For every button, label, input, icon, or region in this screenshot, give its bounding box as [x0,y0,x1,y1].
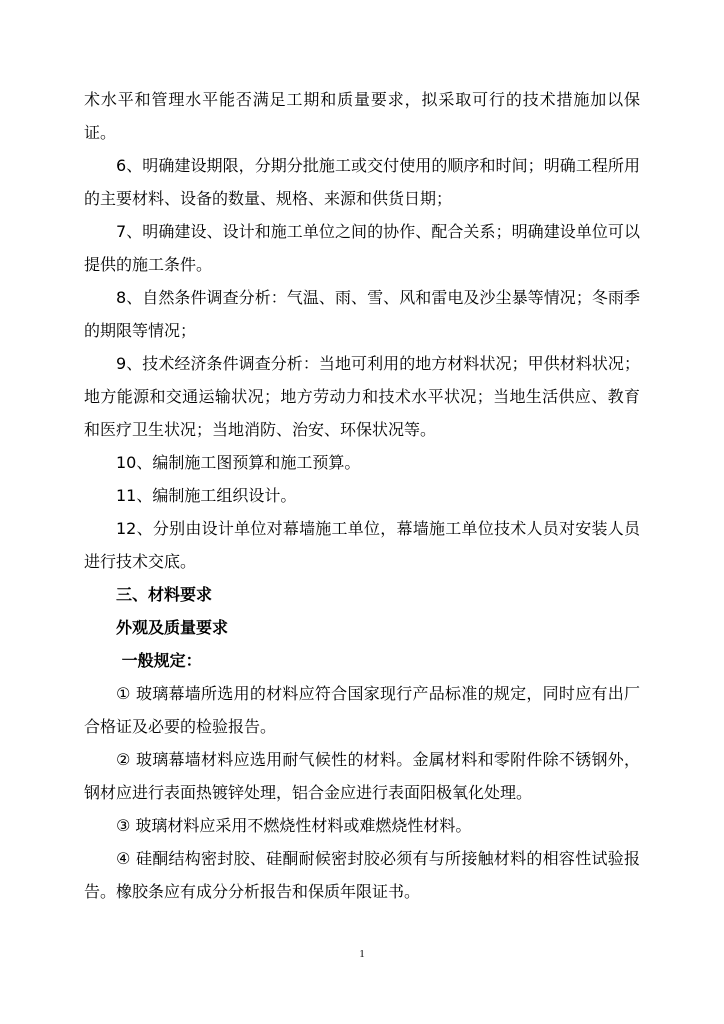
page-number: 1 [359,948,365,960]
paragraph: 6、明确建设期限，分期分批施工或交付使用的顺序和时间；明确工程所用的主要材料、设备的数量、规格、来源和供货日期； [84,156,640,208]
paragraph: 11、编制施工组织设计。 [116,486,297,505]
paragraph: 术水平和管理水平能否满足工期和质量要求，拟采取可行的技术措施加以保证。 [84,90,640,142]
subsection-heading: 一般规定： [116,651,202,670]
list-item: ③ 玻璃材料应采用不燃烧性材料或难燃烧性材料。 [116,816,472,835]
list-item: ① 玻璃幕墙所选用的材料应符合国家现行产品标准的规定，同时应有出厂合格证及必要的检验报告。 [84,684,640,736]
paragraph: 10、编制施工图预算和施工预算。 [116,453,361,472]
list-item: ④ 硅酮结构密封胶、硅酮耐候密封胶必须有与所接触材料的相容性试验报告。橡胶条应有成分分析报告和保质年限证书。 [84,849,640,901]
subsection-heading: 外观及质量要求 [116,618,229,637]
paragraph: 9、技术经济条件调查分析：当地可利用的地方材料状况；甲供材料状况；地方能源和交通运输状况；地方劳动力和技术水平状况；当地生活供应、教育和医疗卫生状况；当地消防、治安、环保状况等。 [84,354,640,439]
document-body [84,83,640,908]
paragraph: 8、自然条件调查分析：气温、雨、雪、风和雷电及沙尘暴等情况；冬雨季的期限等情况； [84,288,640,340]
paragraph: 7、明确建设、设计和施工单位之间的协作、配合关系；明确建设单位可以提供的施工条件。 [84,222,640,274]
list-item: ② 玻璃幕墙材料应选用耐气候性的材料。金属材料和零附件除不锈钢外，钢材应进行表面热镀锌处理，铝合金应进行表面阳极氧化处理。 [84,750,640,802]
paragraph: 12、分别由设计单位对幕墙施工单位，幕墙施工单位技术人员对安装人员进行技术交底。 [84,519,640,571]
section-heading: 三、材料要求 [116,585,213,604]
